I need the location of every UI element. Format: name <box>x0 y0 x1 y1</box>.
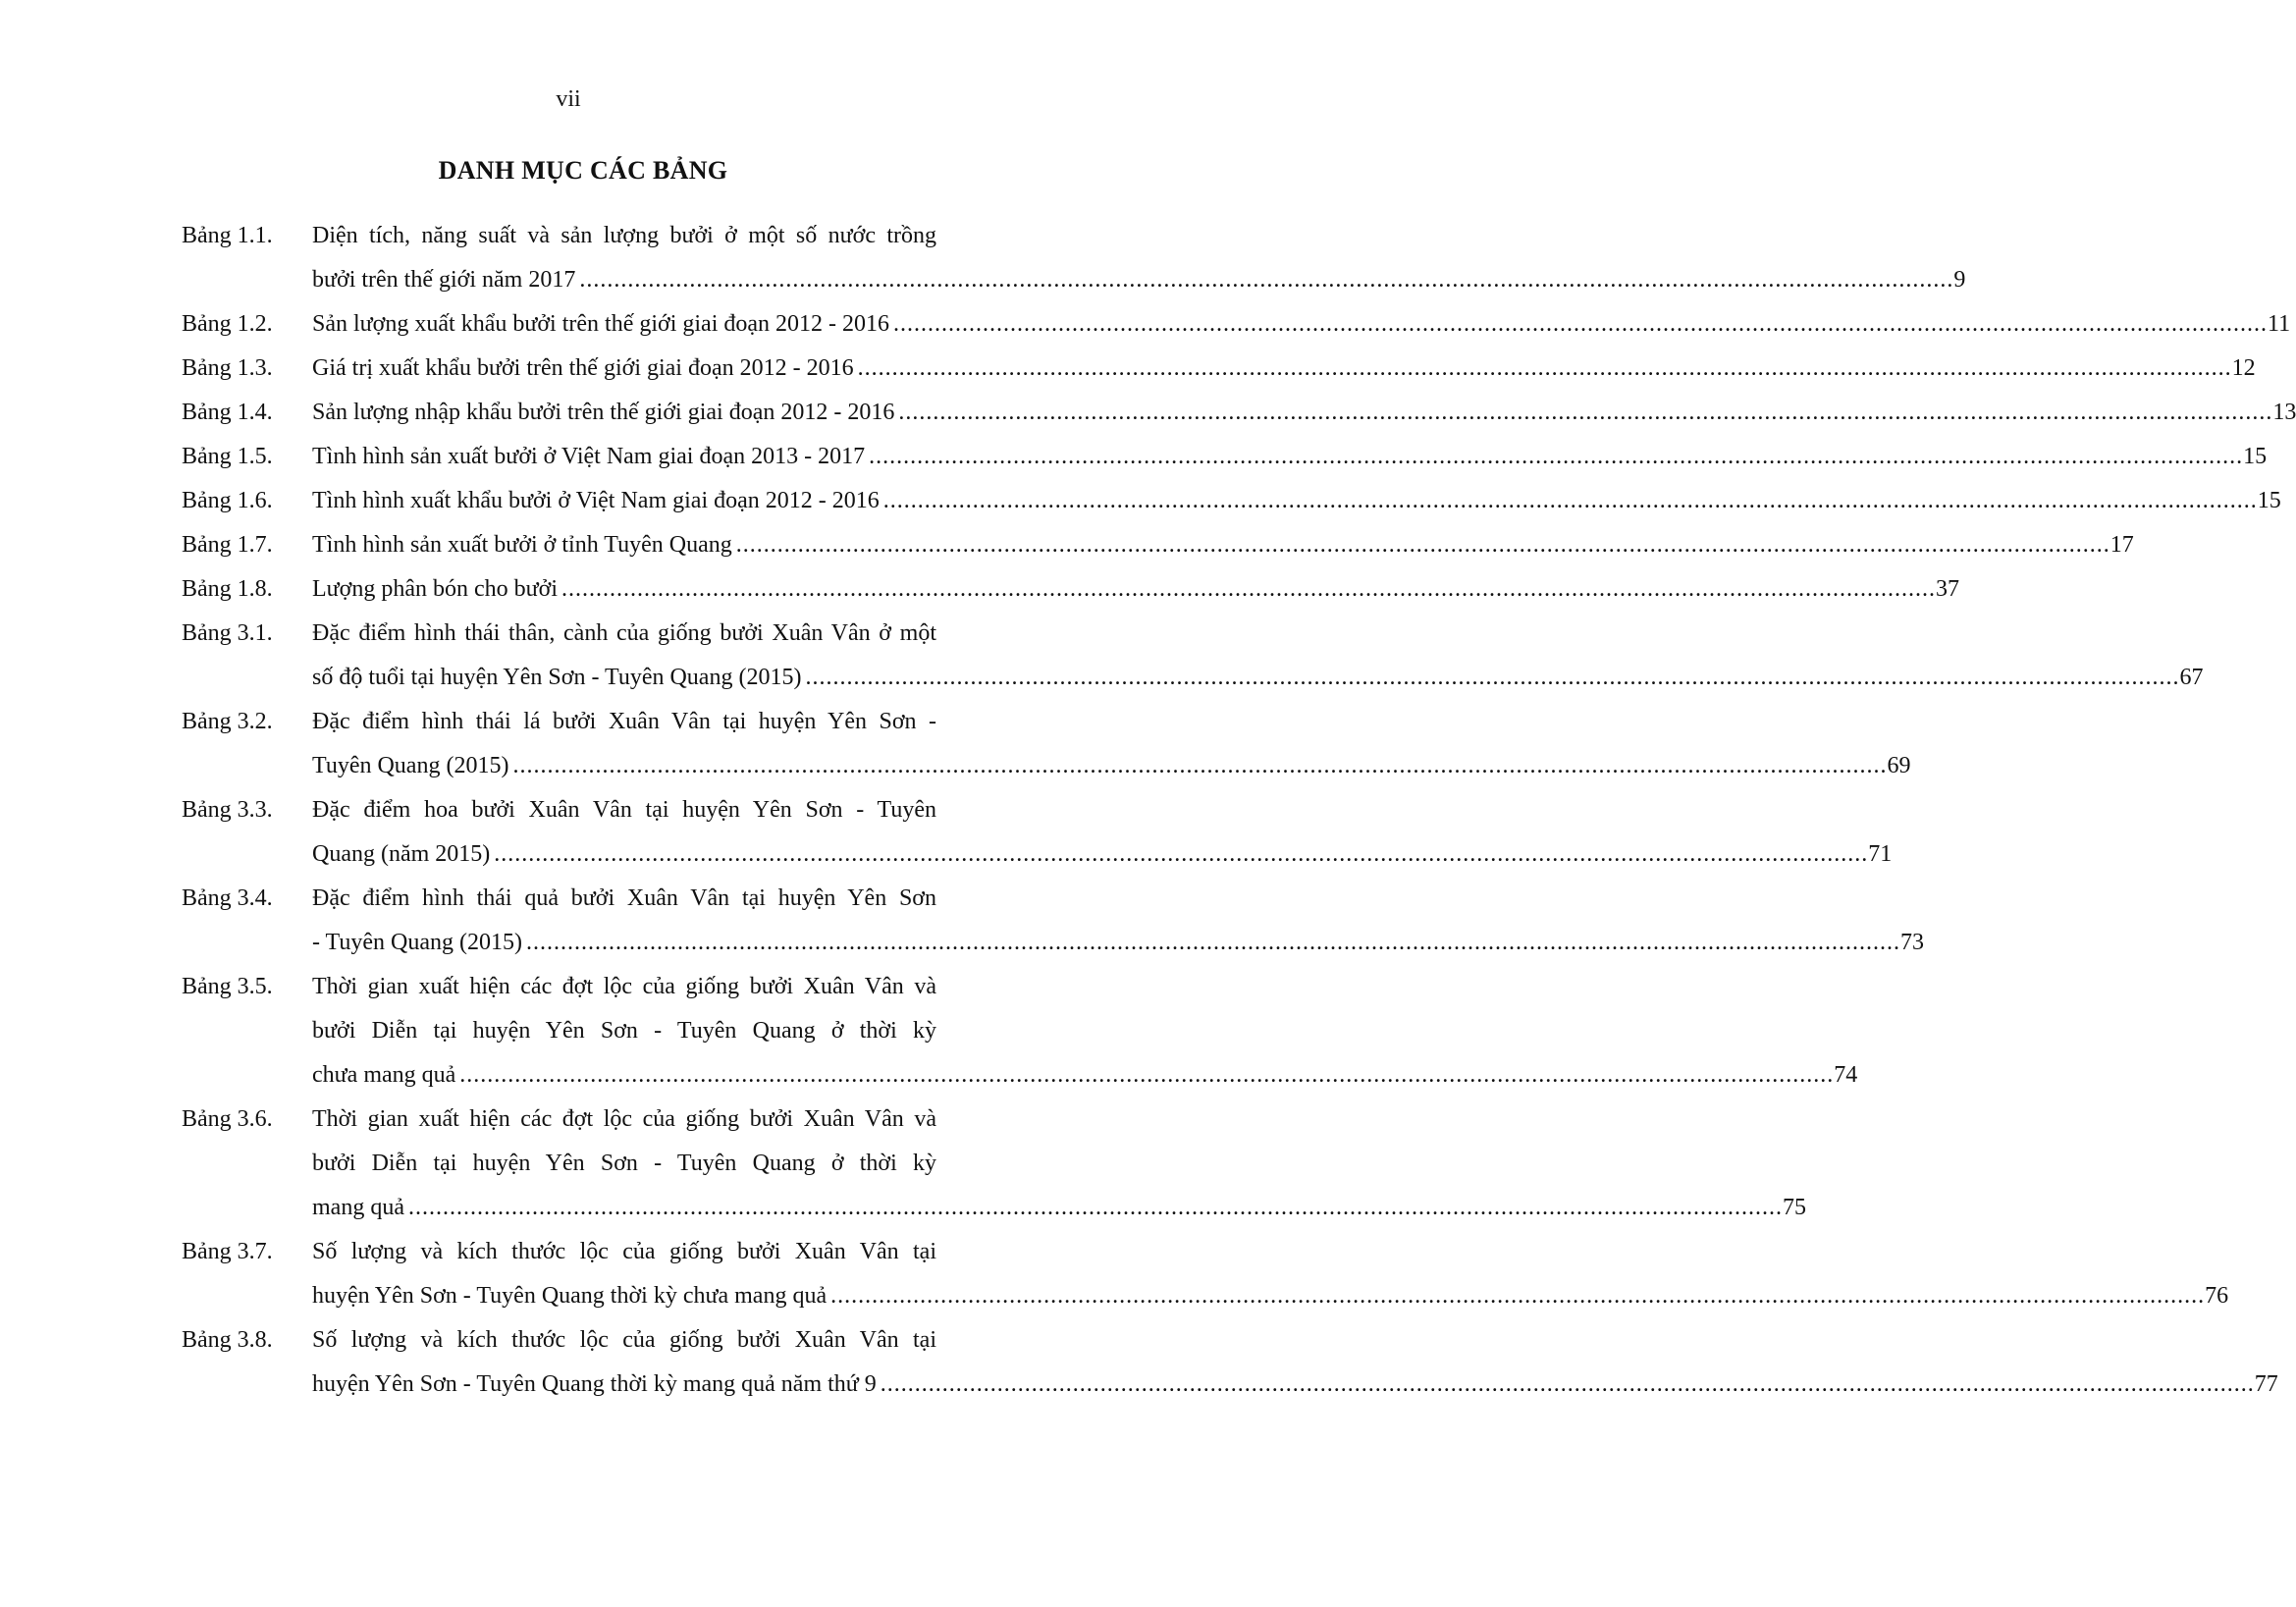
dot-leader: ........................................................................................................................................................................................................ <box>898 400 2273 425</box>
entry-label: Bảng 1.8. <box>182 576 273 602</box>
entry-title <box>312 788 1893 877</box>
page-ref: 75 <box>1782 1195 1806 1220</box>
entry-label: Bảng 3.2. <box>182 709 273 734</box>
entry-label: Bảng 3.4. <box>182 885 273 911</box>
entry-title-line: Sản lượng xuất khẩu bưởi trên thế giới giai đoạn 2012 - 2016 <box>312 311 889 337</box>
entry-label: Bảng 3.7. <box>182 1239 273 1264</box>
entry-title-line: Sản lượng nhập khẩu bưởi trên thế giới giai đoạn 2012 - 2016 <box>312 400 895 425</box>
entry-title-line: Thời gian xuất hiện các đợt lộc của giống bưởi Xuân Vân và <box>312 1106 936 1132</box>
dot-leader: ........................................................................................................................................................................................................ <box>459 1062 1835 1088</box>
entry-last-line <box>312 1363 2278 1407</box>
dot-leader: ........................................................................................................................................................................................................ <box>735 532 2110 558</box>
entry-title-line: Tình hình sản xuất bưởi ở Việt Nam giai đoạn 2013 - 2017 <box>312 444 866 469</box>
page-ref: 71 <box>1868 841 1893 867</box>
toc-entry[interactable] <box>182 523 2134 567</box>
entry-last-line <box>312 656 2204 700</box>
entry-label: Bảng 3.6. <box>182 1106 273 1132</box>
entry-last-line <box>312 523 2134 567</box>
page-ref: 76 <box>2205 1283 2229 1309</box>
dot-leader: ........................................................................................................................................................................................................ <box>830 1283 2206 1309</box>
page-ref: 69 <box>1887 753 1911 778</box>
entry-title-line: Đặc điểm hình thái lá bưởi Xuân Vân tại huyện Yên Sơn - <box>312 709 936 734</box>
entry-last-line <box>312 435 2268 479</box>
entry-title <box>312 391 2296 435</box>
entry-title-line: Thời gian xuất hiện các đợt lộc của giống bưởi Xuân Vân và <box>312 974 936 999</box>
entry-title-line: chưa mang quả <box>312 1062 456 1088</box>
entry-title-line: Tuyên Quang (2015) <box>312 753 509 778</box>
toc-entry[interactable] <box>182 479 2281 523</box>
toc-entry[interactable] <box>182 1098 1806 1230</box>
dot-leader: ........................................................................................................................................................................................................ <box>407 1195 1783 1220</box>
entry-last-line <box>312 258 1966 302</box>
page-ref: 9 <box>1953 267 1966 293</box>
dot-leader: ........................................................................................................................................................................................................ <box>880 1371 2255 1397</box>
entry-title-line: - Tuyên Quang (2015) <box>312 930 522 955</box>
page-ref: 15 <box>2257 488 2281 513</box>
dot-leader: ........................................................................................................................................................................................................ <box>893 311 2268 337</box>
entry-title-line: huyện Yên Sơn - Tuyên Quang thời kỳ mang quả năm thứ 9 <box>312 1371 877 1397</box>
page-ref: 37 <box>1936 576 1960 602</box>
dot-leader: ........................................................................................................................................................................................................ <box>494 841 1869 867</box>
page-ref: 74 <box>1834 1062 1858 1088</box>
toc-entry[interactable] <box>182 877 1924 965</box>
entry-title <box>312 877 1924 965</box>
entry-label: Bảng 3.8. <box>182 1327 273 1353</box>
entry-title <box>312 479 2281 523</box>
entry-title-line: huyện Yên Sơn - Tuyên Quang thời kỳ chưa mang quả <box>312 1283 828 1309</box>
page-ref: 17 <box>2109 532 2134 558</box>
dot-leader: ........................................................................................................................................................................................................ <box>512 753 1888 778</box>
entry-title <box>312 302 2291 347</box>
entry-title-line: Quang (năm 2015) <box>312 841 491 867</box>
entry-title <box>312 567 1960 612</box>
entry-label: Bảng 3.3. <box>182 797 273 823</box>
entry-title-line: Số lượng và kích thước lộc của giống bưởi Xuân Vân tại <box>312 1239 936 1264</box>
entry-title <box>312 612 2204 700</box>
entry-title-line: bưởi Diễn tại huyện Yên Sơn - Tuyên Quang ở thời kỳ <box>312 1151 936 1176</box>
entry-last-line <box>312 302 2291 347</box>
entry-last-line <box>312 479 2281 523</box>
entry-title-line: Lượng phân bón cho bưởi <box>312 576 559 602</box>
entry-last-line <box>312 744 1911 788</box>
toc-entry[interactable] <box>182 612 2204 700</box>
page-ref: 15 <box>2243 444 2268 469</box>
entry-title <box>312 965 1858 1098</box>
entry-title <box>312 523 2134 567</box>
entry-title <box>312 347 2256 391</box>
entry-title-line: Đặc điểm hoa bưởi Xuân Vân tại huyện Yên Sơn - Tuyên <box>312 797 936 823</box>
entry-title <box>312 214 1966 302</box>
entry-title <box>312 1318 2278 1407</box>
entry-title-line: bưởi Diễn tại huyện Yên Sơn - Tuyên Quang ở thời kỳ <box>312 1018 936 1044</box>
toc-entry[interactable] <box>182 1318 2278 1407</box>
entry-label: Bảng 3.1. <box>182 620 273 646</box>
entry-title <box>312 1098 1806 1230</box>
entry-label: Bảng 1.3. <box>182 355 273 381</box>
entry-title-line: mang quả <box>312 1195 404 1220</box>
entry-last-line <box>312 1053 1858 1098</box>
toc-entry[interactable] <box>182 965 1858 1098</box>
entry-last-line <box>312 347 2256 391</box>
entry-label: Bảng 1.7. <box>182 532 273 558</box>
table-list <box>182 214 2296 1407</box>
entry-title <box>312 435 2268 479</box>
dot-leader: ........................................................................................................................................................................................................ <box>561 576 1937 602</box>
entry-title-line: số độ tuổi tại huyện Yên Sơn - Tuyên Quang (2015) <box>312 665 802 690</box>
entry-last-line <box>312 567 1960 612</box>
entry-label: Bảng 1.4. <box>182 400 273 425</box>
entry-title-line: Tình hình xuất khẩu bưởi ở Việt Nam giai đoạn 2012 - 2016 <box>312 488 880 513</box>
page-title: DANH MỤC CÁC BẢNG <box>438 156 728 185</box>
entry-title-line: Giá trị xuất khẩu bưởi trên thế giới giai đoạn 2012 - 2016 <box>312 355 854 381</box>
entry-last-line <box>312 391 2296 435</box>
page-ref: 13 <box>2272 400 2296 425</box>
dot-leader: ........................................................................................................................................................................................................ <box>526 930 1900 955</box>
dot-leader: ........................................................................................................................................................................................................ <box>882 488 2258 513</box>
toc-entry[interactable] <box>182 435 2268 479</box>
entry-title <box>312 1230 2229 1318</box>
dot-leader: ........................................................................................................................................................................................................ <box>579 267 1954 293</box>
entry-label: Bảng 1.5. <box>182 444 273 469</box>
entry-last-line <box>312 1274 2229 1318</box>
toc-entry[interactable] <box>182 391 2296 435</box>
page-ref: 11 <box>2268 311 2291 337</box>
toc-entry[interactable] <box>182 700 1911 788</box>
entry-title-line: Đặc điểm hình thái thân, cành của giống bưởi Xuân Vân ở một <box>312 620 936 646</box>
page-ref: 77 <box>2254 1371 2278 1397</box>
toc-entry[interactable] <box>182 788 1893 877</box>
entry-last-line <box>312 1186 1806 1230</box>
entry-label: Bảng 1.1. <box>182 223 273 248</box>
toc-entry[interactable] <box>182 567 1960 612</box>
dot-leader: ........................................................................................................................................................................................................ <box>869 444 2244 469</box>
page-ref: 12 <box>2231 355 2256 381</box>
entry-label: Bảng 1.2. <box>182 311 273 337</box>
toc-entry[interactable] <box>182 1230 2229 1318</box>
entry-label: Bảng 1.6. <box>182 488 273 513</box>
entry-title-line: Đặc điểm hình thái quả bưởi Xuân Vân tại huyện Yên Sơn <box>312 885 936 911</box>
entry-title-line: Diện tích, năng suất và sản lượng bưởi ở một số nước trồng <box>312 223 936 248</box>
page-ref: 67 <box>2179 665 2204 690</box>
entry-title-line: Số lượng và kích thước lộc của giống bưởi Xuân Vân tại <box>312 1327 936 1353</box>
dot-leader: ........................................................................................................................................................................................................ <box>805 665 2180 690</box>
entry-title-line: Tình hình sản xuất bưởi ở tỉnh Tuyên Quang <box>312 532 732 558</box>
entry-title-line: bưởi trên thế giới năm 2017 <box>312 267 576 293</box>
toc-entry[interactable] <box>182 214 1966 302</box>
entry-last-line <box>312 921 1924 965</box>
dot-leader: ........................................................................................................................................................................................................ <box>857 355 2232 381</box>
entry-title <box>312 700 1911 788</box>
page-ref: 73 <box>1900 930 1924 955</box>
entry-label: Bảng 3.5. <box>182 974 273 999</box>
page-number: vii <box>556 86 581 112</box>
toc-entry[interactable] <box>182 302 2291 347</box>
entry-last-line <box>312 832 1893 877</box>
toc-entry[interactable] <box>182 347 2256 391</box>
